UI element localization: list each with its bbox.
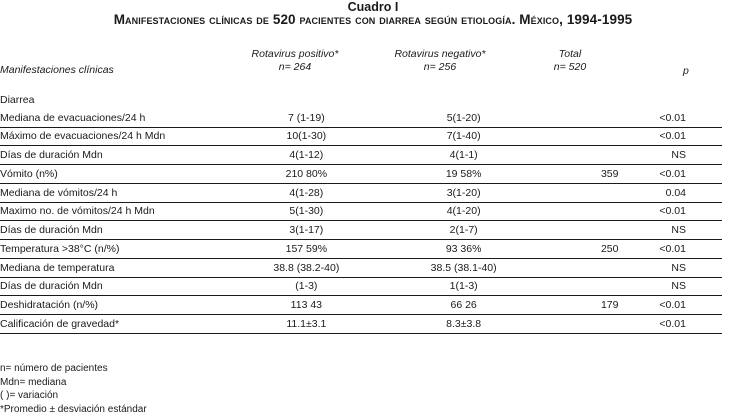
cell-rotavirus-negative: 93 36% <box>367 240 560 259</box>
table-row <box>0 221 722 240</box>
cell-rotavirus-positive: 11.1±3.1 <box>245 315 367 334</box>
table-title: Cuadro I <box>347 0 399 14</box>
cell-total: 179 <box>560 296 659 315</box>
cell-rotavirus-negative: 19 58% <box>367 165 560 184</box>
row-label: Mediana de evacuaciones/24 h <box>0 109 245 127</box>
cell-p-value: <0.01 <box>659 127 722 146</box>
table-row <box>0 146 722 165</box>
table-row <box>0 240 722 259</box>
cell-rotavirus-negative: 66 26 <box>367 296 560 315</box>
row-label: Mediana de vómitos/24 h <box>0 183 245 202</box>
cell-rotavirus-negative: 8.3±3.8 <box>367 315 560 334</box>
table-row <box>0 109 722 127</box>
table-row <box>0 183 722 202</box>
cell-total <box>560 183 659 202</box>
cell-rotavirus-positive: 157 59% <box>245 240 367 259</box>
cell-total <box>560 221 659 240</box>
row-label: Deshidratación (n/%) <box>0 296 245 315</box>
table-row <box>0 315 722 334</box>
row-label: Temperatura >38°C (n/%) <box>0 240 245 259</box>
cell-p-value: NS <box>659 146 722 165</box>
cell-rotavirus-negative <box>367 91 560 109</box>
cell-rotavirus-negative: 2(1-7) <box>367 221 560 240</box>
cell-rotavirus-positive: 5(1-30) <box>245 202 367 221</box>
row-label: Maximo no. de vómitos/24 h Mdn <box>0 202 245 221</box>
data-table <box>0 91 722 334</box>
cell-rotavirus-negative: 38.5 (38.1-40) <box>367 258 560 277</box>
row-label: Días de duración Mdn <box>0 221 245 240</box>
cell-p-value: 0.04 <box>659 183 722 202</box>
footnote: ( )= variación <box>0 390 59 401</box>
cell-p-value: <0.01 <box>659 315 722 334</box>
row-label: Días de duración Mdn <box>0 146 245 165</box>
cell-rotavirus-negative: 5(1-20) <box>367 109 560 127</box>
cell-p-value: <0.01 <box>659 296 722 315</box>
header-rotavirus-positive <box>230 48 360 74</box>
footnote: *Promedio ± desviación estándar <box>0 403 147 415</box>
footnote: n= número de pacientes <box>0 363 108 374</box>
table-subtitle: Manifestaciones clínicas de 520 pacientes con diarrea según etiología. México, 1994-1995 <box>113 12 633 27</box>
header-rotavirus-positive-n: n= 264 <box>278 61 312 73</box>
cell-p-value: <0.01 <box>659 165 722 184</box>
cell-total <box>560 315 659 334</box>
cell-rotavirus-negative: 4(1-20) <box>367 202 560 221</box>
cell-rotavirus-positive: (1-3) <box>245 277 367 296</box>
cell-rotavirus-positive <box>245 91 367 109</box>
header-rotavirus-positive-title: Rotavirus positivo* <box>251 48 339 60</box>
cell-p-value: <0.01 <box>659 240 722 259</box>
table-row <box>0 127 722 146</box>
header-rotavirus-negative <box>375 48 505 74</box>
cell-total: 250 <box>560 240 659 259</box>
cell-p-value: <0.01 <box>659 109 722 127</box>
cell-total <box>560 202 659 221</box>
table-row <box>0 202 722 221</box>
row-label: Vómito (n%) <box>0 165 245 184</box>
cell-p-value: NS <box>659 258 722 277</box>
cell-rotavirus-negative: 7(1-40) <box>367 127 560 146</box>
cell-total: 359 <box>560 165 659 184</box>
cell-rotavirus-positive: 4(1-28) <box>245 183 367 202</box>
row-label: Máximo de evacuaciones/24 h Mdn <box>0 127 245 146</box>
header-total-n: n= 520 <box>553 61 587 73</box>
cell-rotavirus-positive: 7 (1-19) <box>245 109 367 127</box>
row-label: Calificación de gravedad* <box>0 315 245 334</box>
footnote: Mdn= mediana <box>0 376 67 388</box>
row-label: Mediana de temperatura <box>0 258 245 277</box>
header-rotavirus-negative-title: Rotavirus negativo* <box>394 48 486 60</box>
cell-total <box>560 277 659 296</box>
header-p: p <box>683 65 689 77</box>
table-row <box>0 277 722 296</box>
row-label: Diarrea <box>0 93 35 106</box>
header-label: Manifestaciones clínicas <box>0 64 114 76</box>
cell-rotavirus-positive: 4(1-12) <box>245 146 367 165</box>
table-row <box>0 165 722 184</box>
cell-rotavirus-positive: 3(1-17) <box>245 221 367 240</box>
cell-total <box>560 258 659 277</box>
table-row <box>0 296 722 315</box>
table-row <box>0 91 722 109</box>
cell-p-value: <0.01 <box>659 202 722 221</box>
table-row <box>0 258 722 277</box>
cell-rotavirus-positive: 10(1-30) <box>245 127 367 146</box>
cell-total <box>560 91 659 109</box>
footnotes <box>0 362 147 416</box>
header-total-title: Total <box>558 48 582 60</box>
cell-rotavirus-positive: 210 80% <box>245 165 367 184</box>
cell-rotavirus-positive: 38.8 (38.2-40) <box>245 258 367 277</box>
header-rotavirus-negative-n: n= 256 <box>423 61 457 73</box>
cell-rotavirus-positive: 113 43 <box>245 296 367 315</box>
cell-total <box>560 127 659 146</box>
cell-p-value <box>659 91 722 109</box>
cell-total <box>560 109 659 127</box>
cell-total <box>560 146 659 165</box>
cell-rotavirus-negative: 1(1-3) <box>367 277 560 296</box>
cell-rotavirus-negative: 3(1-20) <box>367 183 560 202</box>
cell-rotavirus-negative: 4(1-1) <box>367 146 560 165</box>
cell-p-value: NS <box>659 221 722 240</box>
header-total <box>530 48 610 74</box>
row-label: Días de duración Mdn <box>0 277 245 296</box>
cell-p-value: NS <box>659 277 722 296</box>
